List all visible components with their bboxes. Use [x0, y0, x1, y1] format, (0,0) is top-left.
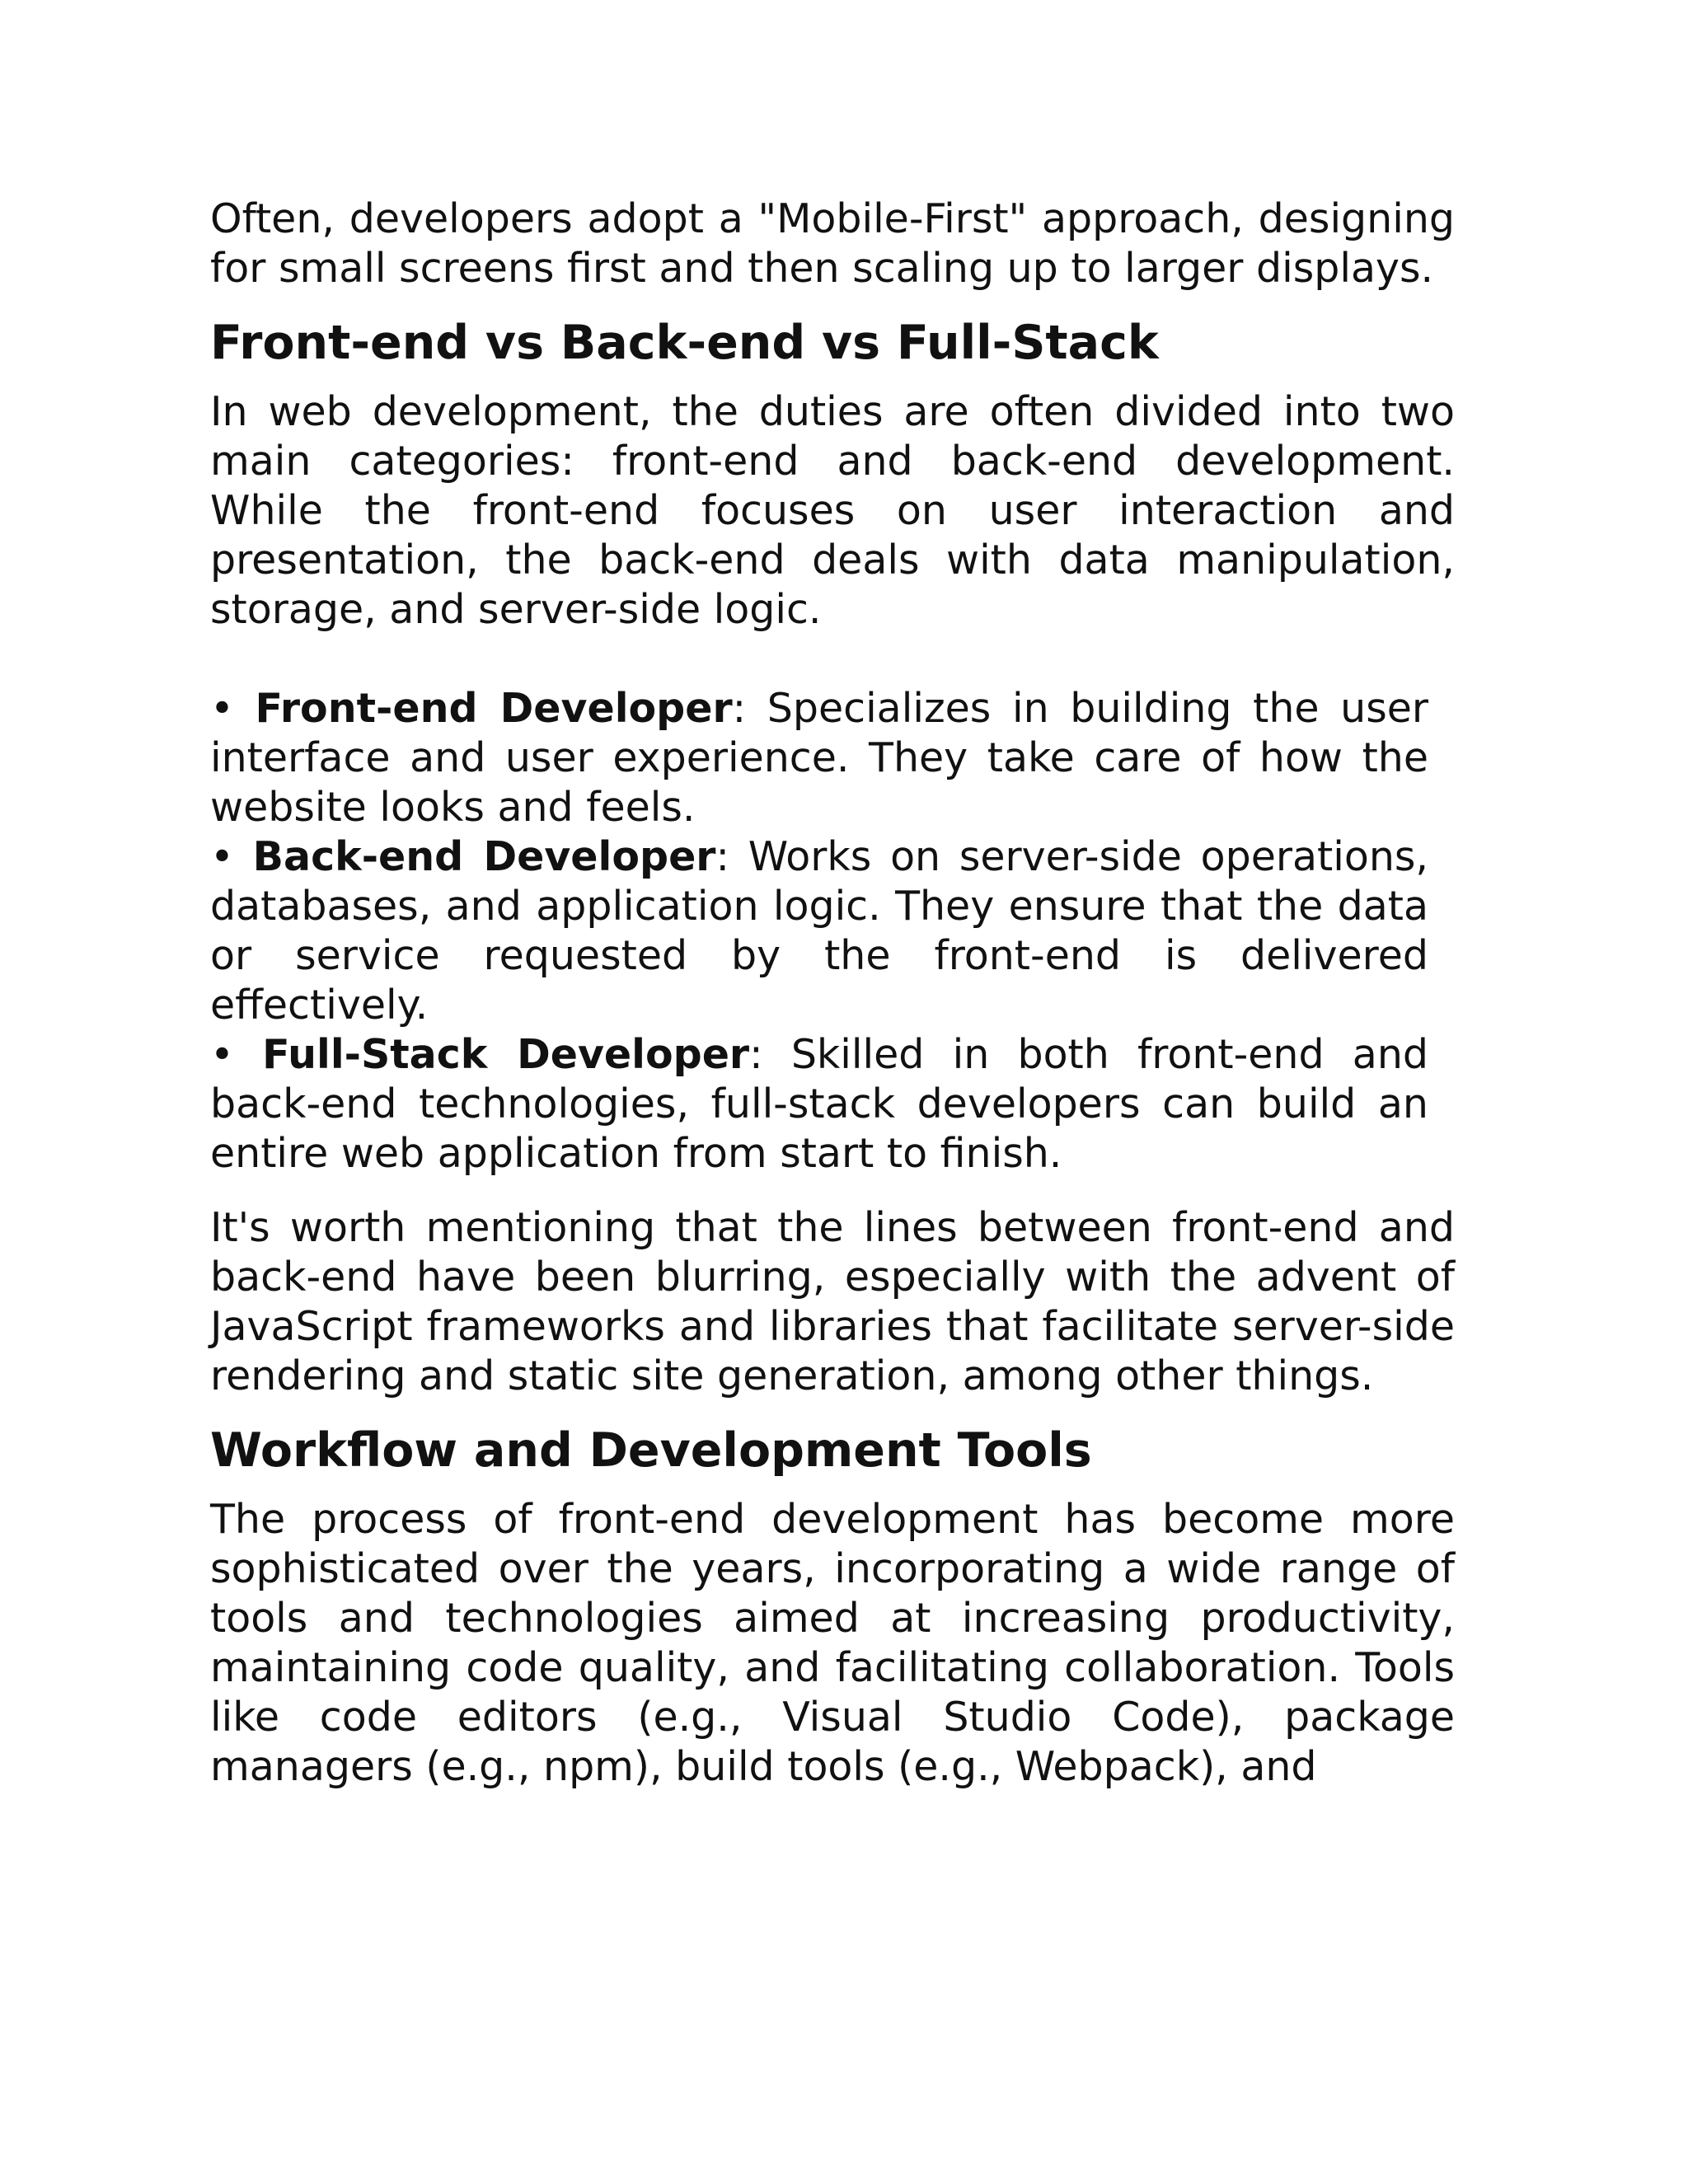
list-item [210, 684, 1428, 832]
bullet-marker: • [210, 1031, 234, 1078]
bullet-description: : Specializes in building the user interface and user experience. They take care of how the website looks and feels. [210, 685, 1429, 831]
bullet-term: Full-Stack Developer [262, 1031, 750, 1078]
bullet-term: Back-end Developer [252, 833, 716, 880]
bullet-term: Front-end Developer [255, 685, 733, 732]
section-heading-roles: Front-end vs Back-end vs Full-Stack [210, 316, 1159, 370]
document-page [210, 194, 1455, 1792]
developer-roles-list [210, 684, 1428, 1179]
list-item [210, 832, 1428, 1030]
list-item [210, 1030, 1428, 1179]
bullet-description: : Works on server-side operations, databases, and application logic. They ensure that the data or service requested by the front-end is delivered effectively. [210, 833, 1428, 1029]
workflow-paragraph: The process of front-end development has become more sophisticated over the years, incorporating a wide range of tools and technologies aimed at increasing productivity, maintaining code quality, and facilitating collaboration. Tools like code editors (e.g., Visual Studio Code), package managers (e.g., npm), build tools (e.g., Webpack), and [210, 1496, 1455, 1790]
intro-paragraph: Often, developers adopt a "Mobile-First" approach, designing for small screens first and then scaling up to larger displays. [210, 195, 1455, 292]
closing-paragraph: It's worth mentioning that the lines between front-end and back-end have been blurring, especially with the advent of JavaScript frameworks and libraries that facilitate server-side rendering and static site generation, among other things. [210, 1204, 1455, 1399]
roles-paragraph: In web development, the duties are often divided into two main categories: front-end and back-end development. While the front-end focuses on user interaction and presentation, the back-end deals with data manipulation, storage, and server-side logic. [210, 388, 1455, 633]
section-heading-workflow: Workflow and Development Tools [210, 1423, 1092, 1478]
bullet-marker: • [210, 685, 234, 732]
bullet-marker: • [210, 833, 234, 880]
bullet-description: : Skilled in both front-end and back-end technologies, full-stack developers can build an entire web application from start to finish. [210, 1031, 1428, 1177]
